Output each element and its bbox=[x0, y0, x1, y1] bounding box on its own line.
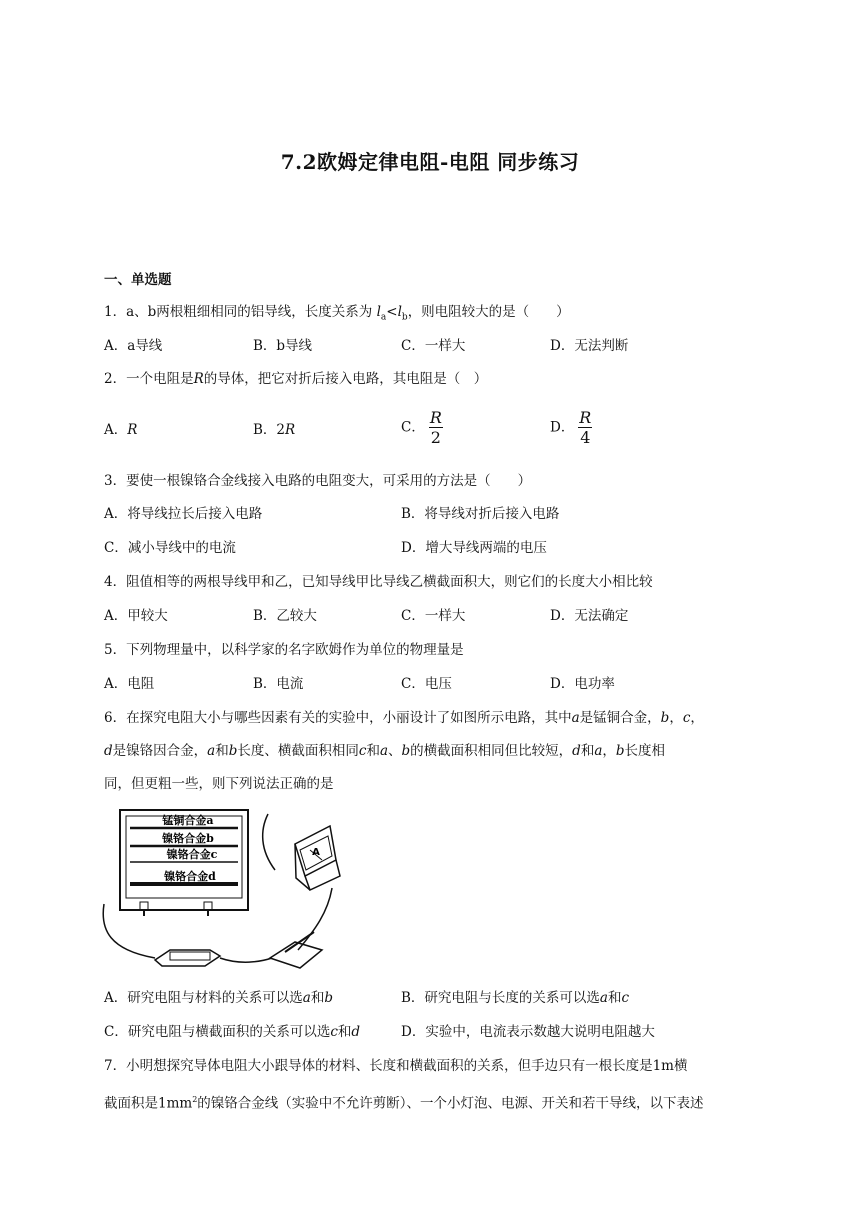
question-6-stem-line2: d是镍铬因合金，a和b长度、横截面积相同c和a、b的横截面积相同但比较短，d和a，b长度相 bbox=[104, 743, 666, 759]
page-title: 7.2欧姆定律电阻-电阻 同步练习 bbox=[280, 150, 580, 174]
option-d[interactable]: D． $\frac{R}{4}$ bbox=[550, 408, 592, 447]
fraction: $\frac{R}{2}$ bbox=[429, 408, 442, 447]
option-b[interactable]: B．b导线 bbox=[253, 338, 313, 354]
option-d[interactable]: D．无法确定 bbox=[550, 608, 629, 624]
option-c[interactable]: C． $\frac{R}{2}$ bbox=[401, 408, 442, 447]
question-7-stem-line1: 7．小明想探究导体电阻大小跟导体的材料、长度和横截面积的关系，但手边只有一根长度是1m横 bbox=[104, 1058, 688, 1074]
option-c[interactable]: C．减小导线中的电流 bbox=[104, 540, 236, 556]
question-6-stem-line1: 6．在探究电阻大小与哪些因素有关的实验中，小丽设计了如图所示电路，其中a是锰铜合金，b，c， bbox=[104, 710, 704, 726]
math-var: l bbox=[376, 304, 381, 320]
question-5-stem: 5．下列物理量中，以科学家的名字欧姆作为单位的物理量是 bbox=[104, 642, 464, 658]
circuit-figure bbox=[100, 800, 440, 980]
option-c[interactable]: C．一样大 bbox=[401, 608, 466, 624]
question-3-stem: 3．要使一根镍铬合金线接入电路的电阻变大，可采用的方法是（ ） bbox=[104, 473, 532, 489]
option-b[interactable]: B．2R bbox=[253, 422, 296, 438]
option-b[interactable]: B．将导线对折后接入电路 bbox=[401, 506, 560, 522]
option-b[interactable]: B．乙较大 bbox=[253, 608, 317, 624]
option-c[interactable]: C．一样大 bbox=[401, 338, 466, 354]
option-a[interactable]: A．R bbox=[104, 422, 138, 438]
label-d: 镍铬合金d bbox=[164, 870, 216, 883]
label-b: 镍铬合金b bbox=[162, 832, 214, 845]
question-4-stem: 4．阻值相等的两根导线甲和乙，已知导线甲比导线乙横截面积大，则它们的长度大小相比较 bbox=[104, 574, 653, 590]
section-heading: 一、单选题 bbox=[104, 272, 172, 288]
option-d[interactable]: D．电功率 bbox=[550, 676, 615, 692]
option-a[interactable]: A．电阻 bbox=[104, 676, 155, 692]
ammeter-label: A bbox=[312, 847, 320, 858]
option-a[interactable]: A．甲较大 bbox=[104, 608, 168, 624]
option-c[interactable]: C．电压 bbox=[401, 676, 452, 692]
question-7-stem-line2: 截面积是$1mm^2$的镍铬合金线（实验中不允许剪断）、一个小灯泡、电源、开关和若干导线，以下表述 bbox=[104, 1095, 704, 1112]
question-2-stem: 2．一个电阻是R的导体，把它对折后接入电路，其电阻是（ ） bbox=[104, 371, 488, 387]
label-c: 镍铬合金c bbox=[166, 848, 218, 861]
option-a[interactable]: A．将导线拉长后接入电路 bbox=[104, 506, 263, 522]
option-b[interactable]: B．研究电阻与长度的关系可以选a和c bbox=[401, 990, 630, 1006]
option-d[interactable]: D．增大导线两端的电压 bbox=[401, 540, 547, 556]
option-a[interactable]: A．a导线 bbox=[104, 338, 163, 354]
option-b[interactable]: B．电流 bbox=[253, 676, 304, 692]
switch bbox=[270, 942, 322, 968]
option-d[interactable]: D．实验中，电流表示数越大说明电阻越大 bbox=[401, 1024, 655, 1040]
question-6-stem-line3: 同，但更粗一些，则下列说法正确的是 bbox=[104, 776, 334, 792]
option-d[interactable]: D．无法判断 bbox=[550, 338, 629, 354]
label-a: 锰铜合金a bbox=[162, 814, 214, 827]
option-c[interactable]: C．研究电阻与横截面积的关系可以选c和d bbox=[104, 1024, 361, 1040]
option-a[interactable]: A．研究电阻与材料的关系可以选a和b bbox=[104, 990, 333, 1006]
question-1-stem: 1．a、b两根粗细相同的铝导线，长度关系为 $l_a<l_b$，则电阻较大的是（ ） bbox=[104, 304, 570, 323]
fraction: $\frac{R}{4}$ bbox=[579, 408, 592, 447]
